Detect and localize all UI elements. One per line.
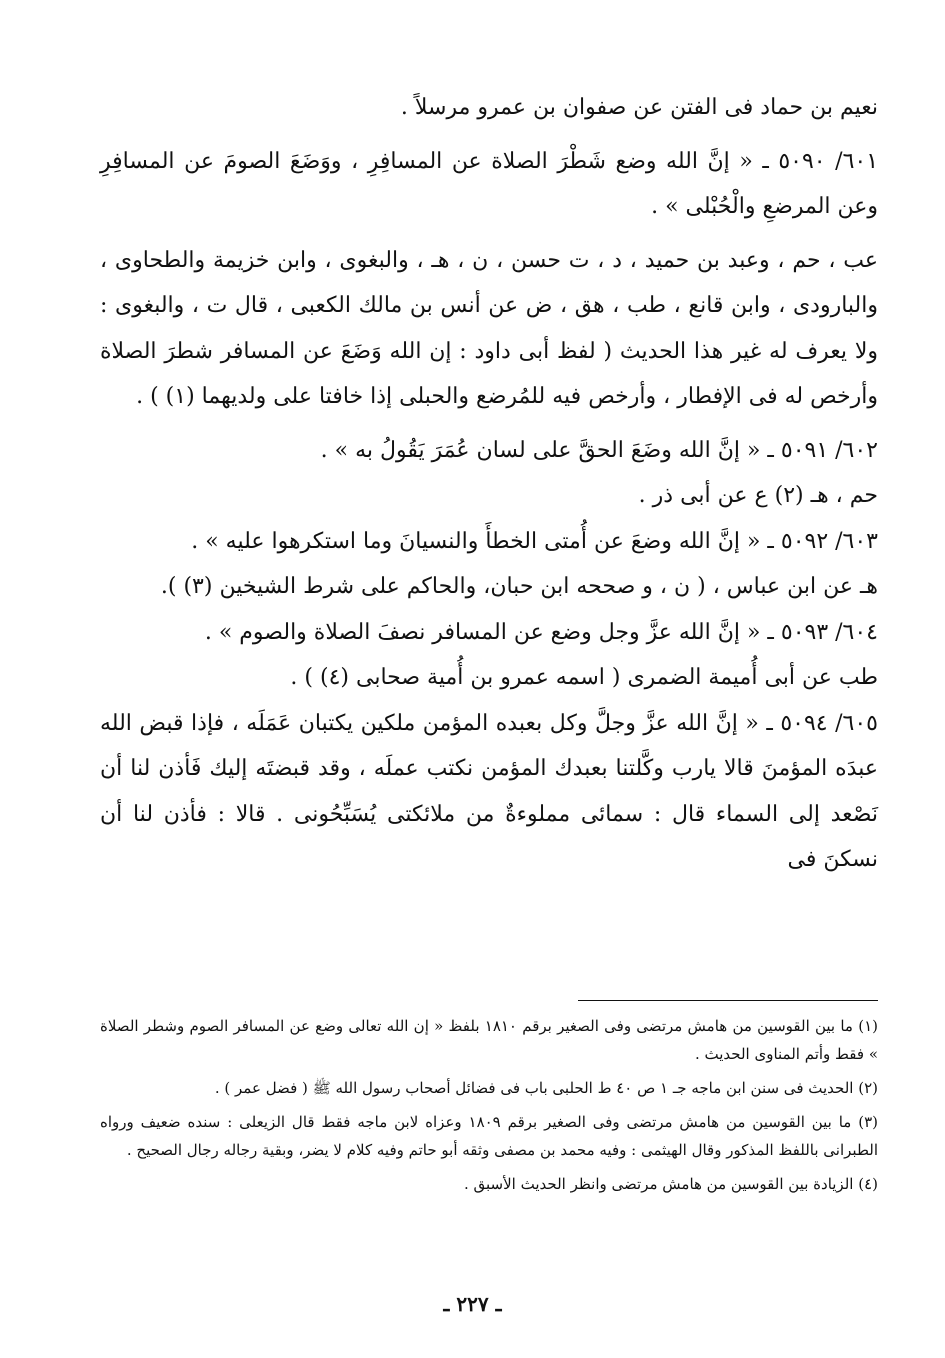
footnotes: [100, 1012, 878, 1204]
hadith-602-sources: حم ، هـ (٢) ع عن أبى ذر .: [638, 483, 878, 508]
footnote-divider: [578, 1000, 878, 1001]
hadith-604: ٦٠٤/ ٥٠٩٣ ـ « إنَّ الله عزَّ وجل وضع عن المسافر نصفَ الصلاة والصوم » .: [204, 619, 878, 645]
hadith-603-sources: هـ عن ابن عباس ، ( ن ، و صححه ابن حبان، والحاكم على شرط الشيخين (٣) ).: [160, 574, 878, 599]
footnote-4: (٤) الزيادة بين القوسين من هامش مرتضى وانظر الحديث الأسبق .: [463, 1175, 878, 1193]
hadith-604-sources: طب عن أبى أُميمة الضمرى ( اسمه عمرو بن أُمية صحابى (٤) ) .: [290, 665, 878, 690]
footnote-3: (٣) ما بين القوسين من هامش مرتضى وفى الصغير برقم ١٨٠٩ وعزاه لابن ماجه فقط قال الزيعلى : سنده ضعيف ورواه الطبرانى باللفظ المذكور وقال الهيثمى : وفيه محمد بن مصفى وثقه أبو حاتم وفيه كلام لا يضر، وبقية رجاله رجال الصحيح .: [100, 1113, 878, 1159]
main-text: [100, 85, 878, 883]
footnote-2: (٢) الحديث فى سنن ابن ماجه جـ ١ ص ٤٠ ط الحلبى باب فى فضائل أصحاب رسول الله ﷺ ( فضل عمر ) .: [214, 1079, 878, 1097]
footnote-1: (١) ما بين القوسين من هامش مرتضى وفى الصغير برقم ١٨١٠ بلفظ « إن الله تعالى وضع عن المسافر الصوم وشطر الصلاة » فقط وأتم المناوى الحديث .: [100, 1017, 878, 1063]
hadith-602: ٦٠٢/ ٥٠٩١ ـ « إنَّ الله وضَعَ الحقَّ على لسان عُمَرَ يَقُولُ به » .: [320, 437, 878, 463]
hadith-601: ٦٠١/ ٥٠٩٠ ـ « إنَّ الله وضع شَطْرَ الصلاة عن المسافِرِ ، ووَضَعَ الصومَ عن المسافِرِ وعن المرضعِ والْحُبْلى » .: [100, 148, 879, 219]
page-number: ـ ٢٢٧ ـ: [443, 1292, 502, 1316]
paragraph-intro: نعيم بن حماد فى الفتن عن صفوان بن عمرو مرسلاً .: [400, 95, 878, 120]
hadith-605: ٦٠٥/ ٥٠٩٤ ـ « إنَّ الله عزَّ وجلَّ وكل بعبده المؤمن ملكين يكتبان عَمَلَه ، فإذا قبض الله عبدَه المؤمنَ قالا يارب وكَّلتنا بعبدك المؤمن نكتب عملَه ، وقد قبضتَه إليك فَأذن لنا أن نَصْعد إلى السماء قال : سمائى مملوءةٌ من ملائكتى يُسَبِّحُونى . قالا : فأذن لنا أن نسكنَ فى: [100, 710, 878, 872]
hadith-603: ٦٠٣/ ٥٠٩٢ ـ « إنَّ الله وضعَ عن أُمتى الخطأَ والنسيانَ وما استكرهوا عليه » .: [191, 528, 878, 554]
hadith-601-sources: عب ، حم ، وعبد بن حميد ، د ، ت حسن ، ن ، هـ ، والبغوى ، وابن خزيمة والطحاوى ، والبارودى ، وابن قانع ، طب ، هق ، ض عن أنس بن مالك الكعبى ، قال ت ، والبغوى : ولا يعرف له غير هذا الحديث ( لفظ أبى داود : إن الله وَضَعَ عن المسافر شطرَ الصلاة وأرخص له فى الإفطار ، وأرخص فيه للمُرضع والحبلى إذا خافتا على ولديهما (١) ) .: [100, 247, 878, 409]
